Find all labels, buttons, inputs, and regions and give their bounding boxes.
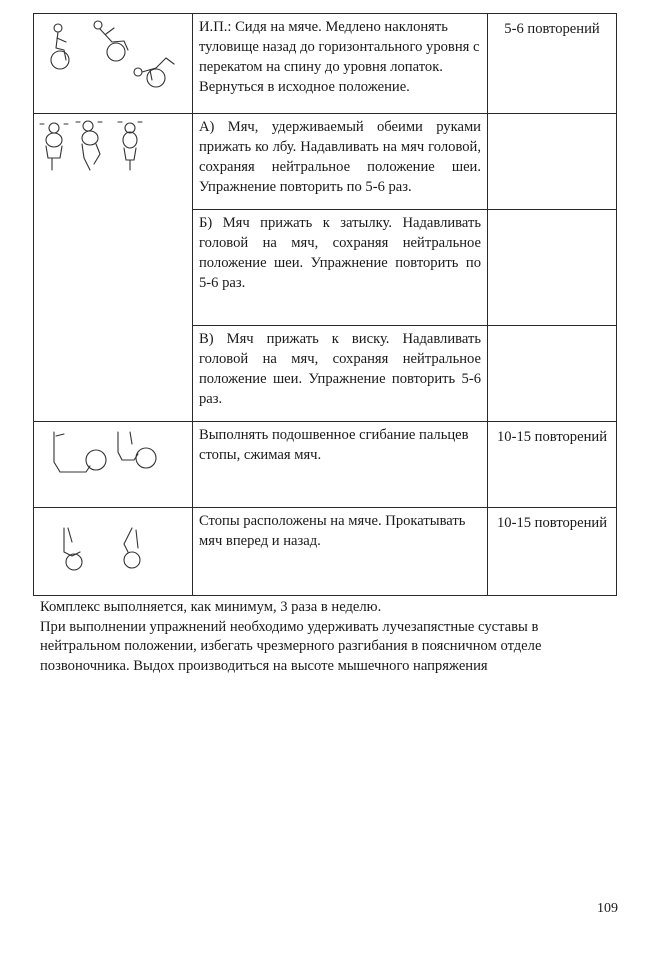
exercise-text: А) Мяч, удерживаемый обеими руками прижать ко лбу. Надавливать на мяч головой, сохраняя нейтральное положение шеи. Упражнение повторить по 5-6 раз.: [199, 119, 481, 195]
exercise-description: [193, 14, 488, 114]
exercise-text: И.П.: Сидя на мяче. Медлено наклонять туловище назад до горизонтального уровня с перекатом на спину до уровня лопаток. Вернуться в исходное положение.: [199, 19, 480, 95]
repetitions-cell: [488, 508, 617, 596]
repetitions-text: 10-15 повторений: [496, 515, 608, 531]
exercise-illustration-cell: [34, 422, 193, 508]
exercise-illustration-cell: [34, 14, 193, 114]
foot-flexion-figures-icon: [34, 422, 192, 508]
table-row: [34, 114, 617, 210]
notes-block: [40, 598, 620, 676]
exercise-table: [33, 13, 617, 596]
exercise-text: Б) Мяч прижать к затылку. Надавливать головой на мяч, сохраняя нейтральное положение шеи. Упражнение повторить по 5-6 раз.: [199, 215, 481, 291]
exercise-description: [193, 508, 488, 596]
exercise-text: В) Мяч прижать к виску. Надавливать головой на мяч, сохраняя нейтральное положение шеи. Упражнение повторить 5-6 раз.: [199, 331, 481, 407]
repetitions-cell: [488, 326, 617, 422]
exercise-description: [193, 422, 488, 508]
page-number: 109: [597, 901, 618, 916]
head-press-figures-icon: [34, 114, 192, 234]
foot-rolling-figures-icon: [34, 508, 192, 596]
table-row: [34, 508, 617, 596]
exercise-description: [193, 210, 488, 326]
note-instructions: При выполнении упражнений необходимо удерживать лучезапястные суставы в нейтральном положении, избегать чрезмерного разгибания в поясничном отделе позвоночника. Выдох производиться на высоте мышечного напряжения: [40, 618, 542, 674]
repetitions-cell: [488, 114, 617, 210]
repetitions-text: 10-15 повторений: [496, 429, 608, 445]
exercise-text: Стопы расположены на мяче. Прокатывать мяч вперед и назад.: [199, 513, 466, 549]
repetitions-cell: [488, 422, 617, 508]
repetitions-text: 5-6 повторений: [504, 21, 600, 37]
ball-back-roll-figures-icon: [34, 14, 192, 114]
table-row: [34, 14, 617, 114]
repetitions-cell: [488, 14, 617, 114]
repetitions-cell: [488, 210, 617, 326]
table-row: [34, 422, 617, 508]
exercise-description: [193, 326, 488, 422]
exercise-illustration-cell: [34, 508, 193, 596]
exercise-text: Выполнять подошвенное сгибание пальцев стопы, сжимая мяч.: [199, 427, 469, 463]
exercise-illustration-cell: [34, 114, 193, 422]
exercise-description: [193, 114, 488, 210]
note-frequency: Комплекс выполняется, как минимум, 3 раза в неделю.: [40, 599, 382, 615]
